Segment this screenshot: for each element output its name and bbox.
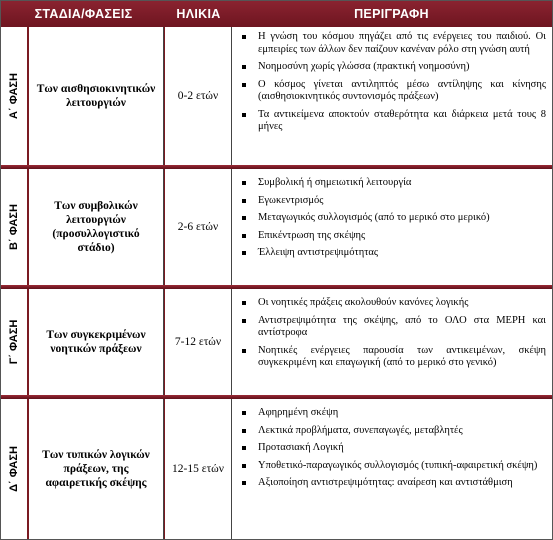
table-row [1,399,552,539]
table-row [1,27,552,165]
table-row [1,169,552,285]
list-item: Τα αντικείμενα αποκτούν σταθερότητα και διάρκεια μετά τους 8 μήνες [240,109,546,134]
phase-label: Δ΄ ΦΑΣΗ [1,399,29,539]
header-stage: ΣΤΑΔΙΑ/ΦΑΣΕΙΣ [34,7,133,21]
table-header [1,1,552,27]
stage-description [232,289,552,395]
list-item: Επικέντρωση της σκέψης [240,230,546,243]
list-item: Συμβολική ή σημειωτική λειτουργία [240,177,546,190]
list-item: Αντιστρεψιμότητα της σκέψης, από το ΟΛΟ στα ΜΕΡΗ και αντίστροφα [240,315,546,340]
header-description: ΠΕΡΙΓΡΑΦΗ [354,7,429,21]
list-item: Ο κόσμος γίνεται αντιληπτός μέσω αντίληψης και κίνησης (αισθησιοκινητικός συντονισμός πράξεων) [240,79,546,104]
stage-description [232,169,552,285]
age-range: 7-12 ετών [165,289,232,395]
list-item: Μεταγωγικός συλλογισμός (από το μερικό στο μερικό) [240,212,546,225]
list-item: Νοητικές ενέργειες παρουσία των αντικειμένων, σκέψη συγκεκριμένη και επαγωγική (από το μερικό στο γενικό) [240,345,546,370]
list-item: Λεκτικά προβλήματα, συνεπαγωγές, μεταβλητές [240,425,546,438]
age-range: 12-15 ετών [165,399,232,539]
list-item: Προτασιακή Λογική [240,442,546,455]
list-item: Οι νοητικές πράξεις ακολουθούν κανόνες λογικής [240,297,546,310]
stage-description [232,27,552,165]
stage-description [232,399,552,539]
stage-name: Των συγκεκριμένων νοητικών πράξεων [29,289,164,395]
list-item: Νοημοσύνη χωρίς γλώσσα (πρακτική νοημοσύνη) [240,61,546,74]
header-age: ΗΛΙΚΙΑ [176,7,221,21]
phase-label: Γ΄ ΦΑΣΗ [1,289,29,395]
list-item: Αφηρημένη σκέψη [240,407,546,420]
list-item: Εγωκεντρισμός [240,195,546,208]
list-item: Έλλειψη αντιστρεψιμότητας [240,247,546,260]
age-range: 2-6 ετών [165,169,232,285]
age-range: 0-2 ετών [165,27,232,165]
phase-label: Α΄ ΦΑΣΗ [1,27,29,165]
list-item: Αξιοποίηση αντιστρεψιμότητας: αναίρεση και αντιστάθμιση [240,477,546,490]
stage-name: Των συμβολικών λειτουργιών (προσυλλογιστικό στάδιο) [29,169,164,285]
stage-name: Των τυπικών λογικών πράξεων, της αφαιρετικής σκέψης [29,399,164,539]
phase-label: Β΄ ΦΑΣΗ [1,169,29,285]
list-item: Υποθετικό-παραγωγικός συλλογισμός (τυπική-αφαιρετική σκέψη) [240,460,546,473]
table-row [1,289,552,395]
stage-name: Των αισθησιοκινητικών λειτουργιών [29,27,164,165]
list-item: Η γνώση του κόσμου πηγάζει από τις ενέργειες του παιδιού. Οι εμπειρίες των άλλων δεν παίζουν κανέναν ρόλο στη γνώση αυτή [240,31,546,56]
